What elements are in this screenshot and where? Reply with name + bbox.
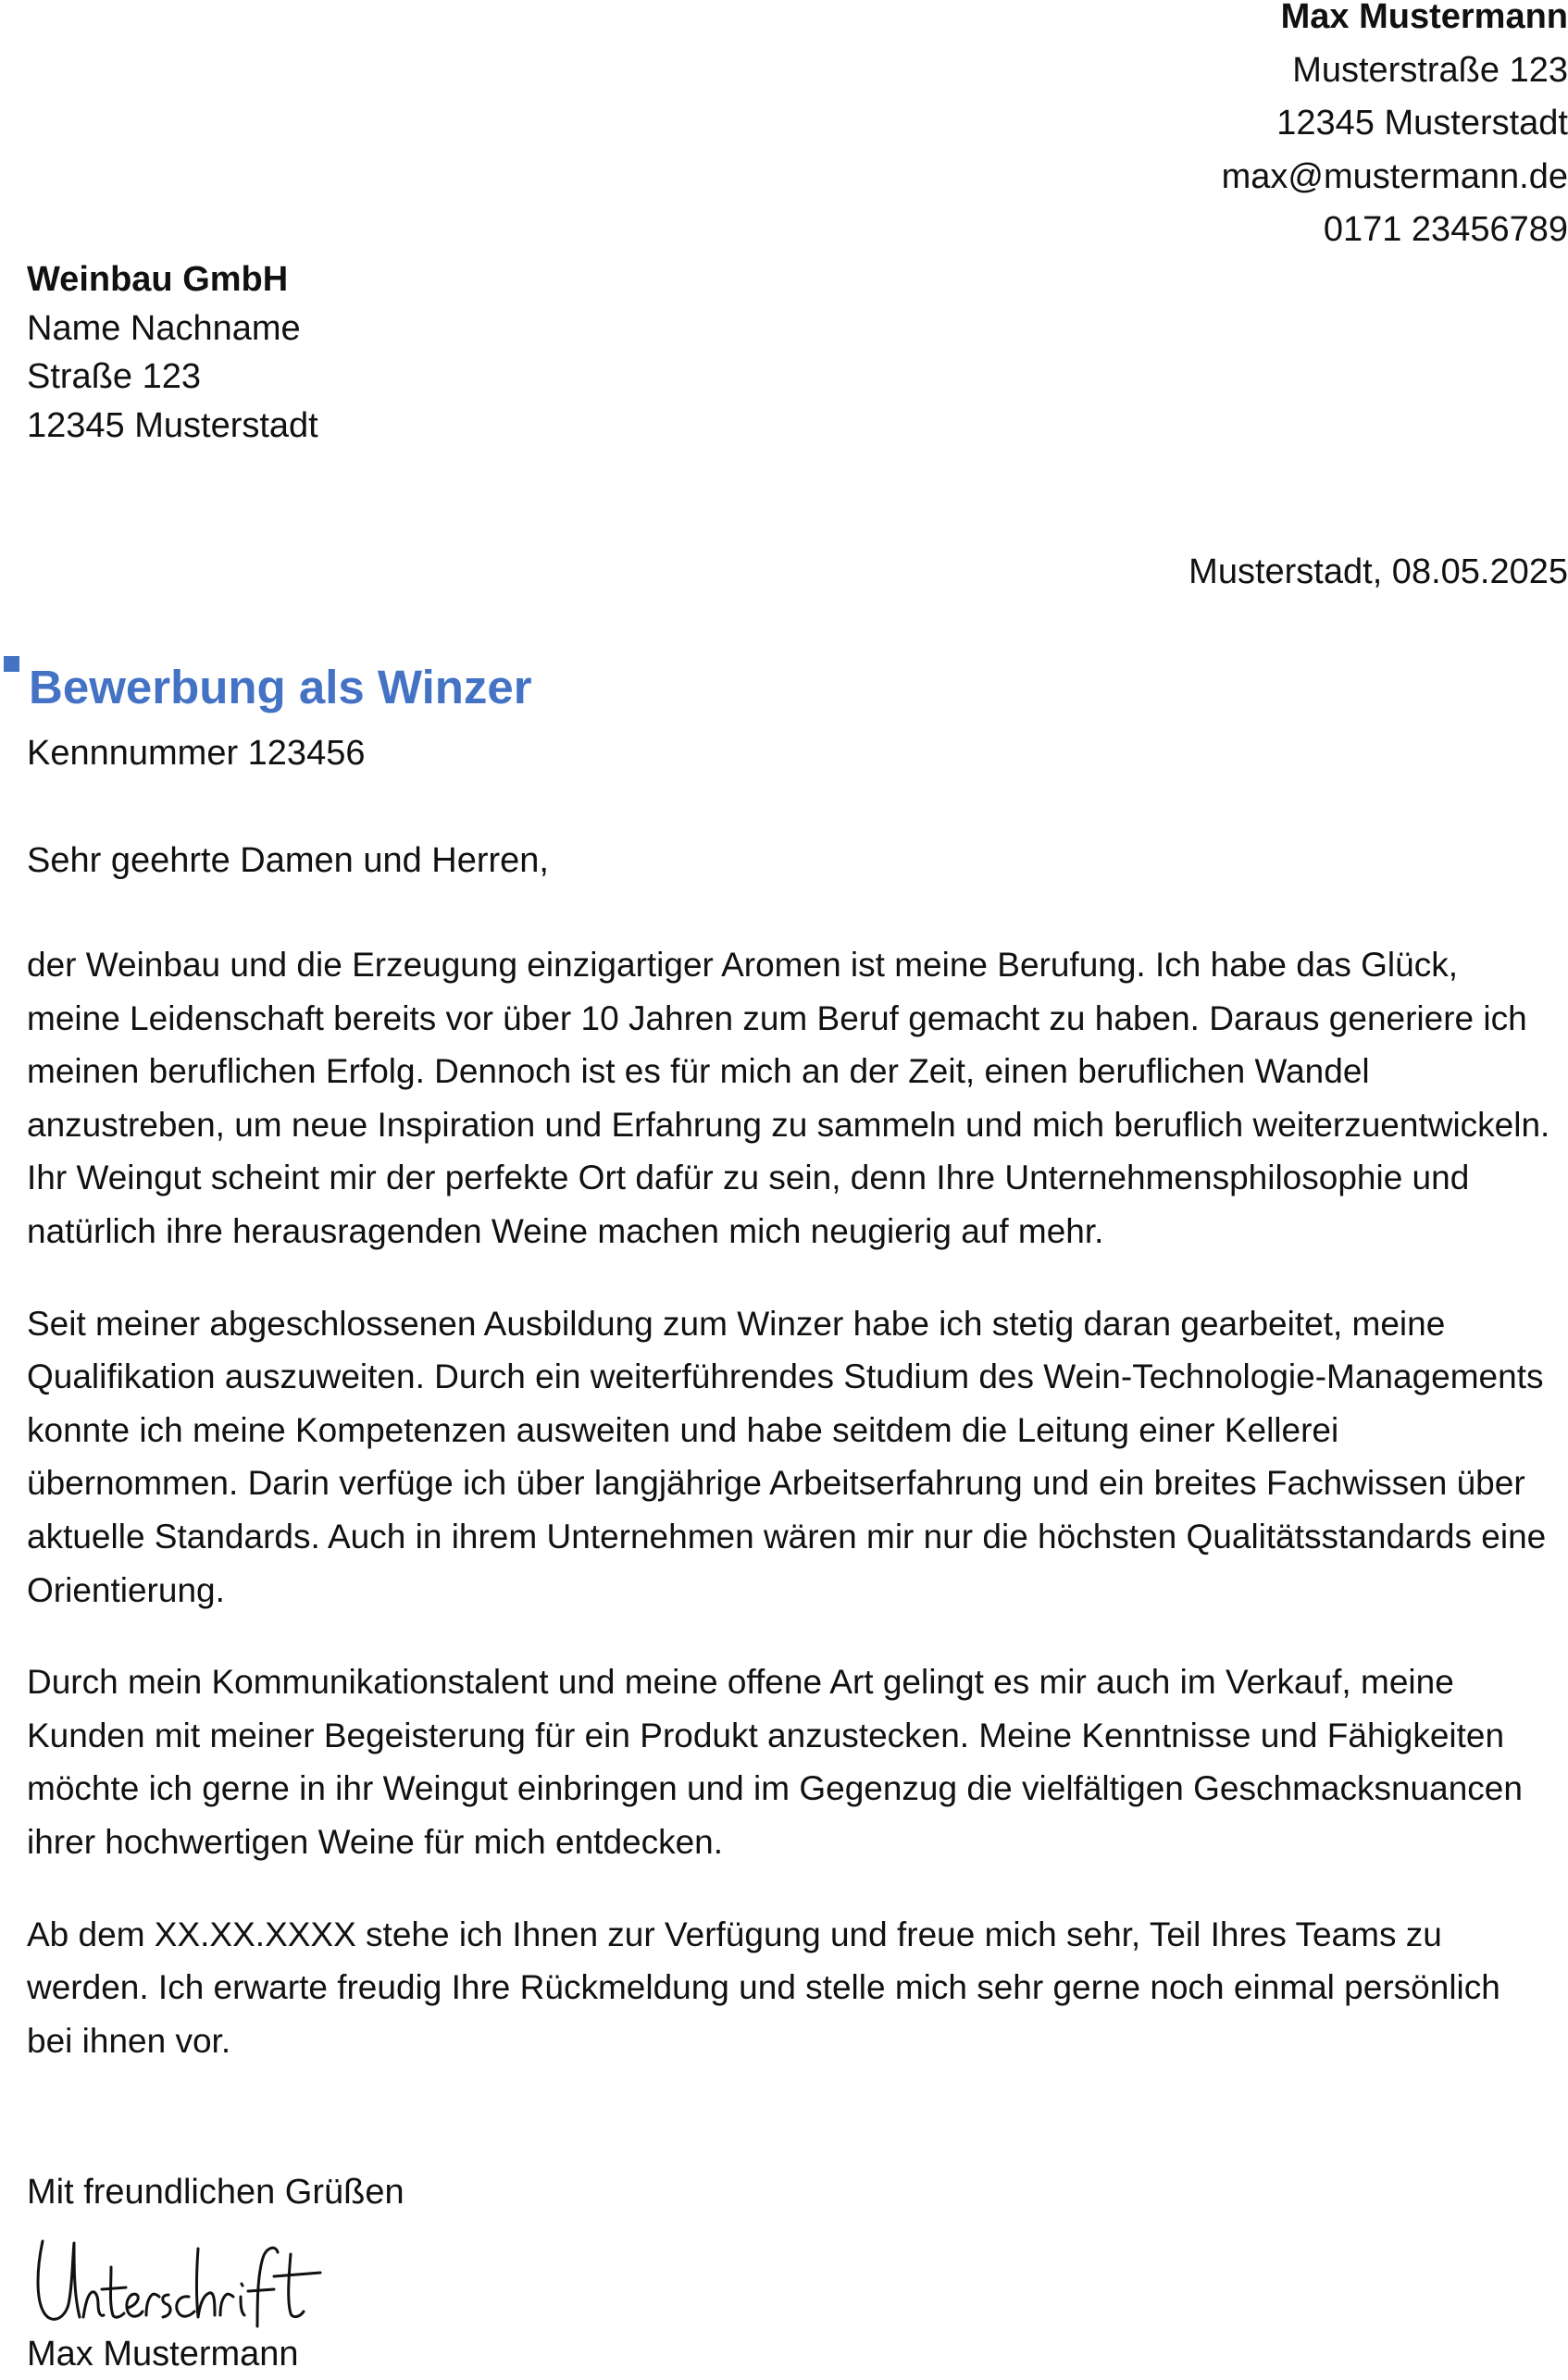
recipient-address-block [27,255,318,450]
signer-name: Max Mustermann [27,2335,299,2374]
closing-phrase: Mit freundlichen Grüßen [27,2173,404,2212]
handwritten-signature [31,2230,328,2332]
salutation: Sehr geehrte Damen und Herren, [27,841,549,880]
body-paragraph: Seit meiner abgeschlossenen Ausbildung zum Winzer habe ich stetig daran gearbeitet, meine Qualifikation auszuweiten. Durch ein weiterführendes Studium des Wein-Technologie-Managements konnte ich meine Kompetenzen ausweiten und habe seitdem die Leitung einer Kellerei übernommen. Darin verfüge ich über langjährige Arbeitserfahrung und ein breites Fachwissen über aktuelle Standards. Auch in ihrem Unternehmen wären mir nur die höchsten Qualitätsstandards eine Orientierung. [27,1304,1547,1609]
sender-street: Musterstraße 123 [1292,50,1568,90]
recipient-company: Weinbau GmbH [27,260,289,299]
heading-marker [4,656,19,672]
sender-address-block [828,0,1568,257]
sender-city: 12345 Musterstadt [1276,104,1568,143]
recipient-street: Straße 123 [27,357,201,396]
sender-name: Max Mustermann [1280,0,1568,36]
body-paragraph: Durch mein Kommunikationstalent und meine offene Art gelingt es mir auch im Verkauf, meine Kunden mit meiner Begeisterung für ein Produkt anzustecken. Meine Kenntnisse und Fähigkeiten möchte ich gerne in ihr Weingut einbringen und im Gegenzug die vielfältigen Geschmacksnuancen ihrer hochwertigen Weine für mich entdecken. [27,1663,1523,1861]
recipient-city: 12345 Musterstadt [27,405,318,445]
reference-number: Kennnummer 123456 [27,734,366,773]
subject-heading: Bewerbung als Winzer [29,661,532,713]
body-paragraph: Ab dem XX.XX.XXXX stehe ich Ihnen zur Verfügung und freue mich sehr, Teil Ihres Teams zu werden. Ich erwarte freudig Ihre Rückmeldung und stelle mich sehr gerne noch einmal persönlich bei ihnen vor. [27,1915,1500,2060]
date-line: Musterstadt, 08.05.2025 [1188,552,1568,591]
sender-phone: 0171 23456789 [1323,210,1568,249]
letter-body [27,938,1554,2106]
body-paragraph: der Weinbau und die Erzeugung einzigartiger Aromen ist meine Berufung. Ich habe das Glück, meine Leidenschaft bereits vor über 10 Jahren zum Beruf gemacht zu haben. Daraus generiere ich meinen beruflichen Erfolg. Dennoch ist es für mich an der Zeit, einen beruflichen Wandel anzustreben, um neue Inspiration und Erfahrung zu sammeln und mich beruflich weiterzuentwickeln. Ihr Weingut scheint mir der perfekte Ort dafür zu sein, denn Ihre Unternehmensphilosophie und natürlich ihre herausragenden Weine machen mich neugierig auf mehr. [27,946,1550,1250]
recipient-contact: Name Nachname [27,308,301,348]
sender-email: max@mustermann.de [1221,156,1568,196]
